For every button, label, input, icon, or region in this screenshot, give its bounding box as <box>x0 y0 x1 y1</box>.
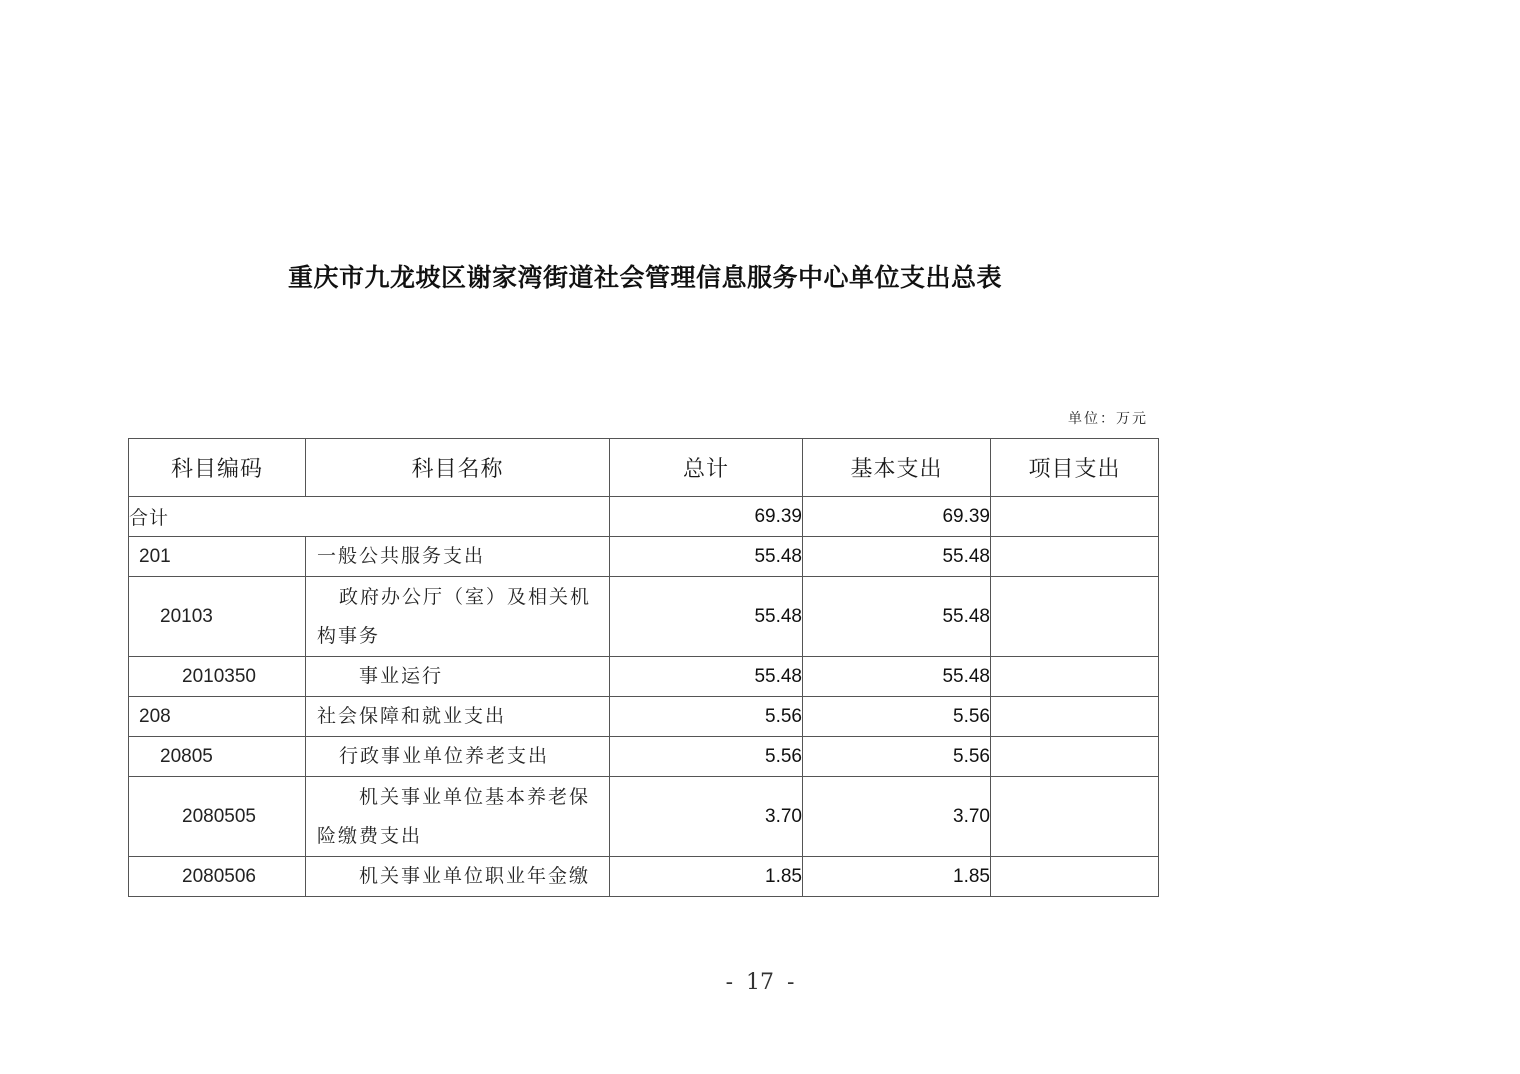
table-row <box>129 537 1159 577</box>
expenditure-table <box>128 438 1159 897</box>
row-name: 政府办公厅（室）及相关机构事务 <box>306 577 610 657</box>
total-label: 合计 <box>129 497 610 537</box>
row-project <box>991 857 1159 897</box>
row-total: 55.48 <box>610 537 803 577</box>
row-total: 55.48 <box>610 657 803 697</box>
row-basic: 55.48 <box>803 577 991 657</box>
row-code: 2080506 <box>129 857 306 897</box>
table-row <box>129 737 1159 777</box>
table-row <box>129 657 1159 697</box>
row-name: 机关事业单位基本养老保险缴费支出 <box>306 777 610 857</box>
table-row <box>129 777 1159 857</box>
row-project <box>991 577 1159 657</box>
total-row <box>129 497 1159 537</box>
row-basic: 5.56 <box>803 697 991 737</box>
row-project <box>991 777 1159 857</box>
header-total: 总计 <box>610 439 803 497</box>
table-row <box>129 577 1159 657</box>
row-name: 一般公共服务支出 <box>306 537 610 577</box>
row-project <box>991 697 1159 737</box>
row-name: 社会保障和就业支出 <box>306 697 610 737</box>
row-basic: 1.85 <box>803 857 991 897</box>
row-basic: 3.70 <box>803 777 991 857</box>
row-code: 2010350 <box>129 657 306 697</box>
document-title: 重庆市九龙坡区谢家湾街道社会管理信息服务中心单位支出总表 <box>287 263 1002 292</box>
header-basic: 基本支出 <box>803 439 991 497</box>
row-code: 20805 <box>129 737 306 777</box>
total-basic: 69.39 <box>803 497 991 537</box>
row-basic: 55.48 <box>803 537 991 577</box>
row-code: 2080505 <box>129 777 306 857</box>
row-total: 3.70 <box>610 777 803 857</box>
row-name: 行政事业单位养老支出 <box>306 737 610 777</box>
header-project: 项目支出 <box>991 439 1159 497</box>
table-row <box>129 697 1159 737</box>
row-code: 201 <box>129 537 306 577</box>
row-code: 208 <box>129 697 306 737</box>
row-name: 机关事业单位职业年金缴 <box>306 857 610 897</box>
row-project <box>991 537 1159 577</box>
page-number: - 17 - <box>725 970 795 995</box>
row-name: 事业运行 <box>306 657 610 697</box>
row-total: 1.85 <box>610 857 803 897</box>
row-basic: 55.48 <box>803 657 991 697</box>
row-total: 5.56 <box>610 737 803 777</box>
row-code: 20103 <box>129 577 306 657</box>
table-row <box>129 857 1159 897</box>
table-header-row <box>129 439 1159 497</box>
row-total: 5.56 <box>610 697 803 737</box>
row-project <box>991 737 1159 777</box>
row-project <box>991 657 1159 697</box>
unit-label: 单位：万元 <box>1068 411 1148 427</box>
row-total: 55.48 <box>610 577 803 657</box>
header-name: 科目名称 <box>306 439 610 497</box>
header-code: 科目编码 <box>129 439 306 497</box>
row-basic: 5.56 <box>803 737 991 777</box>
total-project <box>991 497 1159 537</box>
total-total: 69.39 <box>610 497 803 537</box>
